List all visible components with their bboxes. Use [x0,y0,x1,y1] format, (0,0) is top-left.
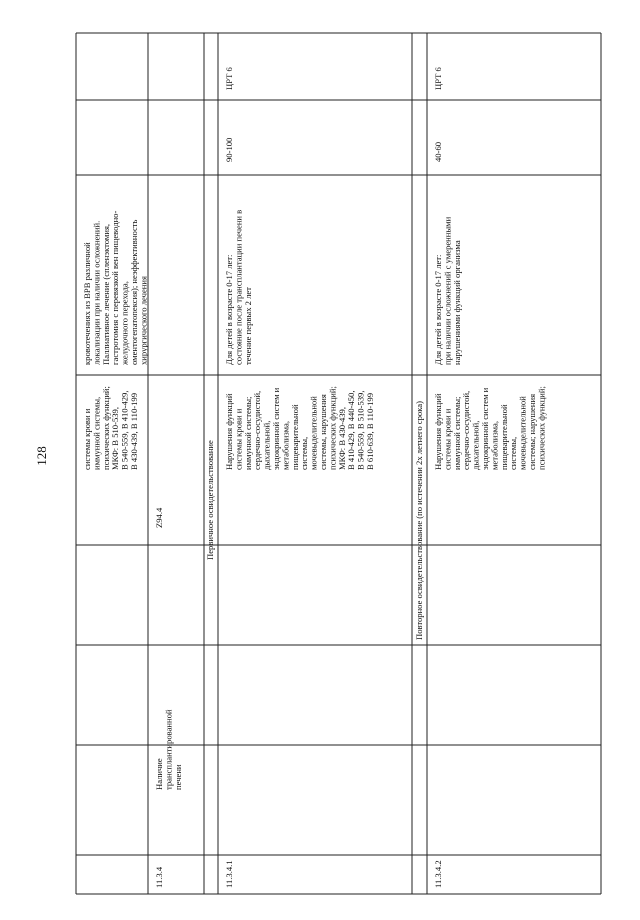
row-functions: дыхательной, [470,420,481,470]
row-criteria: хирургического лечения [138,276,149,365]
row-functions: психических функций; [327,386,338,470]
row-functions: сердечно-сосудистой, [461,390,472,470]
row-functions: сердечно-сосудистой, [252,390,263,470]
row-functions: системы, [299,436,310,470]
row-functions: В 430-439, В 110-199 [129,392,139,470]
row-criteria: кровотечениях из ВРВ различной [82,242,92,365]
row-criteria: при наличии осложнений с умеренными [442,216,453,365]
row-criteria: течение первых 2 лет [242,287,253,365]
row-functions: иммунной системы; [242,396,253,470]
row-functions: В 610-639, В 110-199 [365,392,375,470]
row-functions: мочевыделительной [308,396,319,470]
row-functions: Нарушения функций [224,393,234,470]
row-criteria: состояние после трансплантации печени в [233,209,244,365]
row-criteria: оментогепатопексия); неэффективность [129,219,139,365]
row-criteria: желудочного перехода, [119,281,130,365]
row-functions: системы; нарушения [527,393,537,470]
row-criteria: гастротомия с перевязкой вен пищеводно- [110,210,121,365]
row-functions: системы, [508,436,519,470]
row-id: 11.3.4.1 [224,860,234,888]
row-crt: ЦРТ 6 [433,67,443,90]
section-heading: Первичное освидетельствование [205,440,215,560]
row-functions: иммунной системы; [451,396,462,470]
row-criteria: Для детей в возрасте 0-17 лет: [224,254,234,365]
row-functions: эндокринной систем и [271,387,281,470]
section-heading: Повторное освидетельствование (по истечении 2х летнего срока) [414,401,424,640]
row-functions: системы, нарушения [318,394,328,470]
row-functions: МКФ: В 430-439, [336,407,347,470]
page-number: 128 [34,446,49,466]
row-functions: мочевыделительной [517,396,528,470]
row-functions: пищеварительной [498,404,509,470]
row-functions: системы крови и [442,408,453,470]
row-functions: системы крови и [82,408,92,470]
row-id: 11.3.4.2 [433,860,443,888]
row-name: трансплантированной [163,709,174,790]
row-code: Z94.4 [154,507,164,528]
row-criteria: Паллиативное лечение (спленэктомия, [100,223,111,365]
row-functions: иммунной системы, [91,396,102,470]
row-functions: В 540-559, В 510-539, [355,390,366,470]
row-id: 11.3.4 [154,866,164,888]
row-functions: эндокринной систем и [480,387,490,470]
row-name: печени [172,764,183,790]
row-functions: МКФ: В 510-539, [110,407,121,470]
row-criteria: нарушениями функций организма [451,240,462,365]
row-functions: В 410-429, В 440-450, [346,390,357,470]
row-functions: Нарушения функций [433,393,443,470]
row-name: Наличие [154,758,164,790]
row-criteria: Для детей в возрасте 0-17 лет: [433,254,443,365]
row-crt: ЦРТ 6 [224,67,234,90]
row-functions: дыхательной, [261,420,272,470]
row-functions: системы крови и [233,408,244,470]
row-functions: пищеварительной [289,404,300,470]
row-functions: В 540-559, В 410-429, [119,390,130,470]
row-functions: метаболизма, [280,421,291,470]
row-functions: психических функций; [100,386,111,470]
row-percent: 90-100 [224,137,234,162]
row-functions: психических функций; [536,386,547,470]
row-percent: 40-60 [433,141,443,162]
row-criteria: локализации при наличии осложнений. [91,220,102,365]
row-functions: метаболизма, [489,420,500,470]
